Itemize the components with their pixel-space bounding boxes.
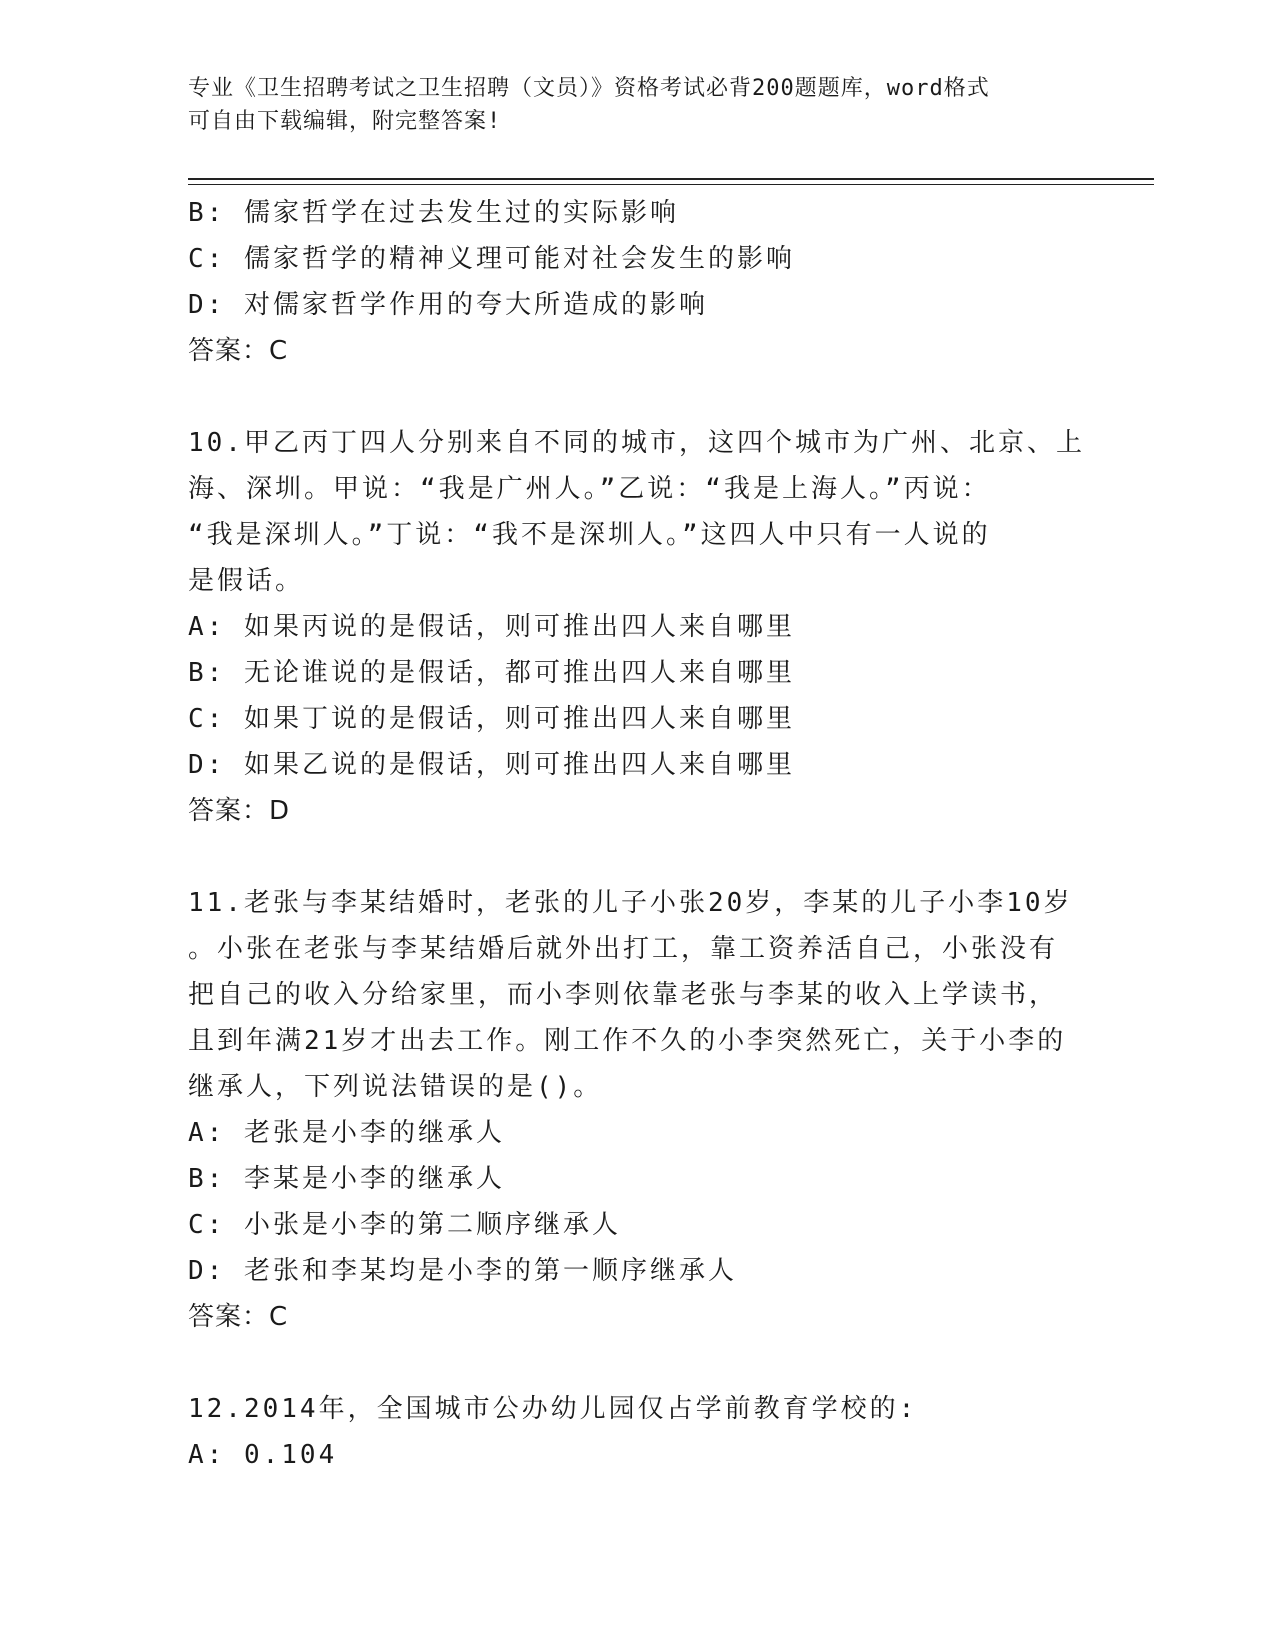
question-9 [188,190,1078,374]
option-a: A: 0.104 [188,1440,338,1470]
spacer [188,834,1078,880]
header-title-line-1: 专业《卫生招聘考试之卫生招聘（文员）》资格考试必背200题题库，word格式 [188,76,990,101]
question-stem-line: 10.甲乙丙丁四人分别来自不同的城市，这四个城市为广州、北京、上 [188,428,1085,458]
answer-label: 答案：C [188,336,289,366]
document-header [188,72,1068,138]
question-stem-line: 海、深圳。甲说：“我是广州人。”乙说：“我是上海人。”丙说： [188,474,991,504]
question-11 [188,880,1078,1340]
question-list [188,190,1085,1478]
option-b: B: 李某是小李的继承人 [188,1164,505,1194]
option-b: B: 儒家哲学在过去发生过的实际影响 [188,198,679,228]
option-a: A: 老张是小李的继承人 [188,1118,505,1148]
spacer [188,1340,1078,1386]
option-d: D: 对儒家哲学作用的夸大所造成的影响 [188,290,708,320]
answer-label: 答案：C [188,1302,289,1332]
option-a: A: 如果丙说的是假话，则可推出四人来自哪里 [188,612,795,642]
question-stem-line: “我是深圳人。”丁说：“我不是深圳人。”这四人中只有一人说的 [188,520,991,550]
question-stem-line: 。小张在老张与李某结婚后就外出打工，靠工资养活自己，小张没有 [188,934,1059,964]
question-10 [188,420,1085,834]
option-c: C: 小张是小李的第二顺序继承人 [188,1210,621,1240]
question-12 [188,1386,1078,1478]
header-title-line-2: 可自由下载编辑，附完整答案! [188,109,502,134]
option-b: B: 无论谁说的是假话，都可推出四人来自哪里 [188,658,795,688]
option-d: D: 如果乙说的是假话，则可推出四人来自哪里 [188,750,795,780]
question-stem-line: 11.老张与李某结婚时，老张的儿子小张20岁，李某的儿子小李10岁 [188,888,1073,918]
header-divider-thin [188,184,1154,185]
option-c: C: 儒家哲学的精神义理可能对社会发生的影响 [188,244,795,274]
question-stem-line: 把自己的收入分给家里，而小李则依靠老张与李某的收入上学读书， [188,980,1059,1010]
question-stem-line: 是假话。 [188,566,305,596]
option-c: C: 如果丁说的是假话，则可推出四人来自哪里 [188,704,795,734]
question-stem-line: 且到年满21岁才出去工作。刚工作不久的小李突然死亡，关于小李的 [188,1026,1067,1056]
answer-label: 答案：D [188,796,291,826]
header-divider-thick [188,178,1154,180]
option-d: D: 老张和李某均是小李的第一顺序继承人 [188,1256,737,1286]
question-stem-line: 继承人，下列说法错误的是()。 [188,1072,603,1102]
question-stem-line: 12.2014年，全国城市公办幼儿园仅占学前教育学校的: [188,1394,918,1424]
spacer [188,374,1078,420]
